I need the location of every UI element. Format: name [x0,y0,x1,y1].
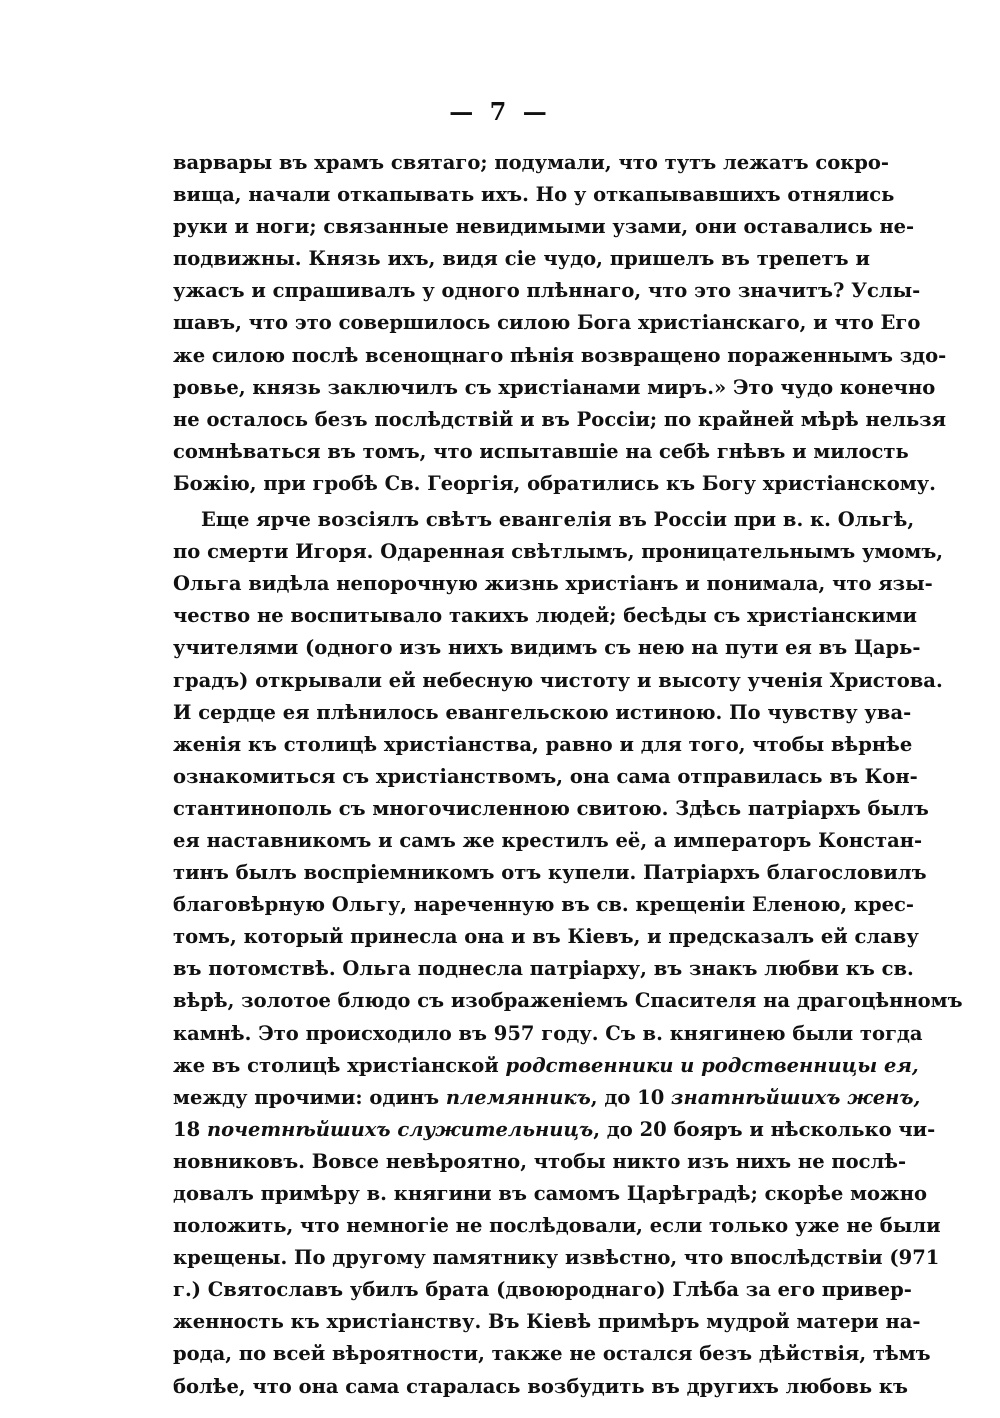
text-run: , до 20 бояръ и нѣсколько чи- [593,1117,936,1141]
text-line: Божію, при гробѣ Св. Георгія, обратились къ Богу христіанскому. [173,471,936,495]
text-line: шавъ, что это совершилось силою Бога христіанскаго, и что Его [173,311,921,335]
body-text [173,147,963,1403]
text-line: ровье, князь заключилъ съ христіанами миръ.» Это чудо конечно [173,375,936,399]
text-line: ужасъ и спрашивалъ у одного плѣннаго, что это значитъ? Услы- [173,279,921,303]
italic-run: знатнѣйшихъ женъ, [671,1085,921,1109]
text-line: въ потомствѣ. Ольга поднесла патріарху, въ знакъ любви къ св. [173,957,914,981]
text-line: довалъ примѣру в. княгини въ самомъ Царѣградѣ; скорѣе можно [173,1182,928,1205]
text-line: женность къ христіанству. Въ Кіевѣ примѣръ мудрой матери на- [173,1310,921,1334]
italic-run: почетнѣйшихъ служительницъ [206,1117,594,1141]
page-number: — 7 — [449,97,551,126]
italic-run: племянникъ [445,1085,591,1109]
text-line: стантинополь съ многочисленною свитою. Здѣсь патріархъ былъ [173,796,929,820]
text-line: крещены. По другому памятнику извѣстно, что впослѣдствіи (971 [173,1246,940,1270]
text-line: И сердце ея плѣнилось евангельскою истиною. По чувству ува- [173,700,912,724]
text-line: же силою послѣ всенощнаго пѣнія возвращено пораженнымъ здо- [173,343,947,367]
text-run: же въ столицѣ христіанской [173,1053,506,1077]
text-line: варвары въ храмъ святаго; подумали, что тутъ лежатъ сокро- [173,151,890,174]
text-line-mixed [173,1114,936,1146]
text-line: рода, по всей вѣроятности, также не остался безъ дѣйствія, тѣмъ [173,1342,931,1366]
text-run: , до 10 [590,1085,672,1109]
text-line: тинъ былъ воспріемникомъ отъ купели. Патріархъ благословилъ [173,861,927,885]
text-line-mixed [173,1050,919,1082]
text-line: Ольга видѣла непорочную жизнь христіанъ и понимала, что язы- [173,572,933,596]
text-line: ознакомиться съ христіанствомъ, она сама отправилась въ Кон- [173,764,918,788]
text-line: градъ) открывали ей небесную чистоту и высоту ученія Христова. [173,668,943,692]
text-line: вища, начали откапывать ихъ. Но у откапывавшихъ отнялись [173,183,895,207]
text-line: женія къ столицѣ христіанства, равно и для того, чтобы вѣрнѣе [173,732,913,756]
text-line: томъ, который принесла она и въ Кіевъ, и предсказалъ ей славу [173,925,919,949]
text-line: положить, что немногіе не послѣдовали, если только уже не были [173,1214,941,1238]
text-line-mixed [173,1082,921,1114]
text-line: подвижны. Князь ихъ, видя сіе чудо, пришелъ въ трепетъ и [173,247,870,271]
text-run: между прочими: одинъ [173,1085,446,1109]
text-line: г.) Святославъ убилъ брата (двоюроднаго) Глѣба за его привер- [173,1278,912,1302]
text-line: не осталось безъ послѣдствій и въ Россіи; по крайней мѣрѣ нельзя [173,407,947,431]
text-line: сомнѣваться въ томъ, что испытавшіе на себѣ гнѣвъ и милость [173,439,909,463]
text-line: камнѣ. Это происходило въ 957 году. Съ в. княгинею были тогда [173,1021,923,1045]
text-line: вѣрѣ, золотое блюдо съ изображеніемъ Спасителя на драгоцѣнномъ [173,989,963,1013]
text-line: учителями (одного изъ нихъ видимъ съ нею на пути ея въ Царь- [173,636,921,660]
text-line: благовѣрную Ольгу, нареченную въ св. крещеніи Еленою, крес- [173,893,915,917]
italic-run: родственники и родственницы ея, [505,1053,919,1077]
text-line: по смерти Игоря. Одаренная свѣтлымъ, проницательнымъ умомъ, [173,540,944,564]
text-line: чество не воспитывало такихъ людей; бесѣды съ христіанскими [173,604,917,628]
text-line: ея наставникомъ и самъ же крестилъ её, а императоръ Констан- [173,828,923,852]
text-line: руки и ноги; связанные невидимыми узами, они оставались не- [173,215,915,239]
text-line: болѣе, что она сама старалась возбудить въ другихъ любовь къ [173,1374,908,1398]
text-run: 18 [173,1117,207,1141]
text-line: новниковъ. Вовсе невѣроятно, чтобы никто изъ нихъ не послѣ- [173,1149,907,1173]
text-line: Еще ярче возсіялъ свѣтъ евангелія въ Россіи при в. к. Ольгѣ, [201,508,915,532]
